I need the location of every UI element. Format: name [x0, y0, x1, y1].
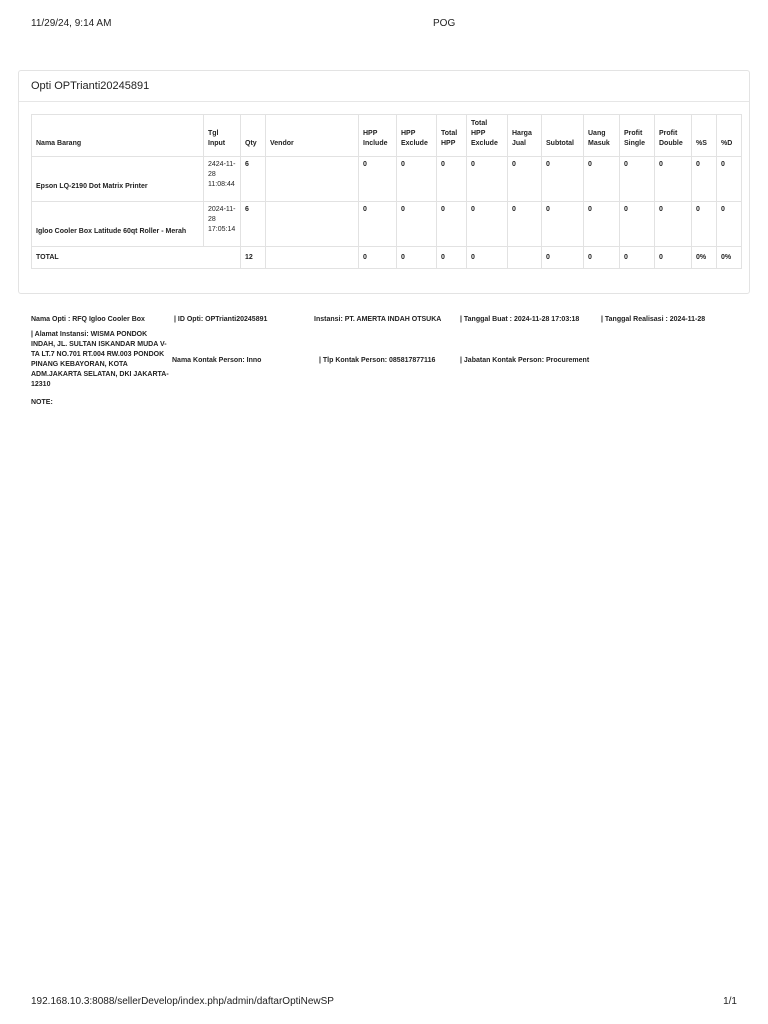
column-header: Harga Jual	[508, 115, 542, 157]
column-header: Tgl Input	[204, 115, 241, 157]
column-header: Qty	[241, 115, 266, 157]
total-row	[32, 247, 742, 269]
table-row	[32, 157, 742, 202]
print-url: 192.168.10.3:8088/sellerDevelop/index.php/admin/daftarOptiNewSP	[31, 996, 334, 1007]
column-header: Vendor	[266, 115, 359, 157]
opti-card	[18, 70, 750, 294]
item-name: Igloo Cooler Box Latitude 60qt Roller - Merah	[32, 202, 204, 247]
total-total-hpp-exclude: 0	[467, 247, 508, 269]
item-date: 2024-11-28 17:05:14	[204, 202, 241, 247]
column-header: Profit Double	[655, 115, 692, 157]
print-page-title: POG	[433, 18, 456, 29]
opti-info	[31, 315, 741, 415]
item-vendor	[266, 202, 359, 247]
card-title: Opti OPTrianti20245891	[19, 71, 749, 102]
info-tanggal-buat: | Tanggal Buat : 2024-11-28 17:03:18	[460, 316, 580, 323]
table-row	[32, 202, 742, 247]
info-id-opti: | ID Opti: OPTrianti20245891	[174, 316, 268, 323]
info-alamat-instansi: | Alamat Instansi: WISMA PONDOK INDAH, JL. SULTAN ISKANDAR MUDA V-TA LT.7 NO.701 RT.004 RW.003 PONDOK PINANG KEBAYORAN, KOTA ADM.JAKARTA SELATAN, DKI JAKARTA-12310	[31, 331, 169, 388]
items-table	[31, 114, 742, 269]
item-hpp-exclude: 0	[397, 157, 437, 202]
print-header	[31, 18, 737, 32]
info-tlp-kontak: | Tlp Kontak Person: 085817877116	[319, 357, 436, 364]
total-uang-masuk: 0	[584, 247, 620, 269]
item-uang-masuk: 0	[584, 202, 620, 247]
info-nama-opti: Nama Opti : RFQ Igloo Cooler Box	[31, 316, 145, 323]
item-date: 2424-11-28 11:08:44	[204, 157, 241, 202]
column-header: Subtotal	[542, 115, 584, 157]
item-total-hpp: 0	[437, 202, 467, 247]
item-profit-double: 0	[655, 157, 692, 202]
column-header: %S	[692, 115, 717, 157]
column-header: Nama Barang	[32, 115, 204, 157]
item-vendor	[266, 157, 359, 202]
total-qty: 12	[241, 247, 266, 269]
item-percent-s: 0	[692, 157, 717, 202]
total-vendor	[266, 247, 359, 269]
column-header: %D	[717, 115, 742, 157]
total-hpp-exclude: 0	[397, 247, 437, 269]
column-header: Total HPP	[437, 115, 467, 157]
info-nama-kontak: Nama Kontak Person: Inno	[172, 357, 262, 364]
item-subtotal: 0	[542, 202, 584, 247]
total-hpp-include: 0	[359, 247, 397, 269]
column-header: HPP Exclude	[397, 115, 437, 157]
item-percent-d: 0	[717, 157, 742, 202]
card-body	[19, 102, 749, 269]
total-label: TOTAL	[32, 247, 241, 269]
item-percent-s: 0	[692, 202, 717, 247]
item-hpp-exclude: 0	[397, 202, 437, 247]
column-header: Total HPP Exclude	[467, 115, 508, 157]
info-note: NOTE:	[31, 399, 53, 406]
total-profit-single: 0	[620, 247, 655, 269]
total-total-hpp: 0	[437, 247, 467, 269]
page-number: 1/1	[723, 996, 737, 1007]
item-uang-masuk: 0	[584, 157, 620, 202]
item-subtotal: 0	[542, 157, 584, 202]
table-header-row	[32, 115, 742, 157]
item-percent-d: 0	[717, 202, 742, 247]
total-subtotal: 0	[542, 247, 584, 269]
print-datetime: 11/29/24, 9:14 AM	[31, 18, 112, 29]
total-profit-double: 0	[655, 247, 692, 269]
item-qty: 6	[241, 202, 266, 247]
info-jabatan-kontak: | Jabatan Kontak Person: Procurement	[460, 357, 590, 364]
total-percent-d: 0%	[717, 247, 742, 269]
column-header: Profit Single	[620, 115, 655, 157]
item-qty: 6	[241, 157, 266, 202]
item-hpp-include: 0	[359, 202, 397, 247]
item-hpp-include: 0	[359, 157, 397, 202]
item-name: Epson LQ-2190 Dot Matrix Printer	[32, 157, 204, 202]
item-harga-jual: 0	[508, 157, 542, 202]
column-header: Uang Masuk	[584, 115, 620, 157]
item-harga-jual: 0	[508, 202, 542, 247]
info-instansi: Instansi: PT. AMERTA INDAH OTSUKA	[314, 316, 442, 323]
info-tanggal-realisasi: | Tanggal Realisasi : 2024-11-28	[601, 316, 706, 323]
item-profit-single: 0	[620, 202, 655, 247]
item-total-hpp: 0	[437, 157, 467, 202]
print-footer	[31, 996, 737, 1010]
total-percent-s: 0%	[692, 247, 717, 269]
total-harga-jual	[508, 247, 542, 269]
item-profit-single: 0	[620, 157, 655, 202]
item-total-hpp-exclude: 0	[467, 157, 508, 202]
item-profit-double: 0	[655, 202, 692, 247]
column-header: HPP Include	[359, 115, 397, 157]
item-total-hpp-exclude: 0	[467, 202, 508, 247]
